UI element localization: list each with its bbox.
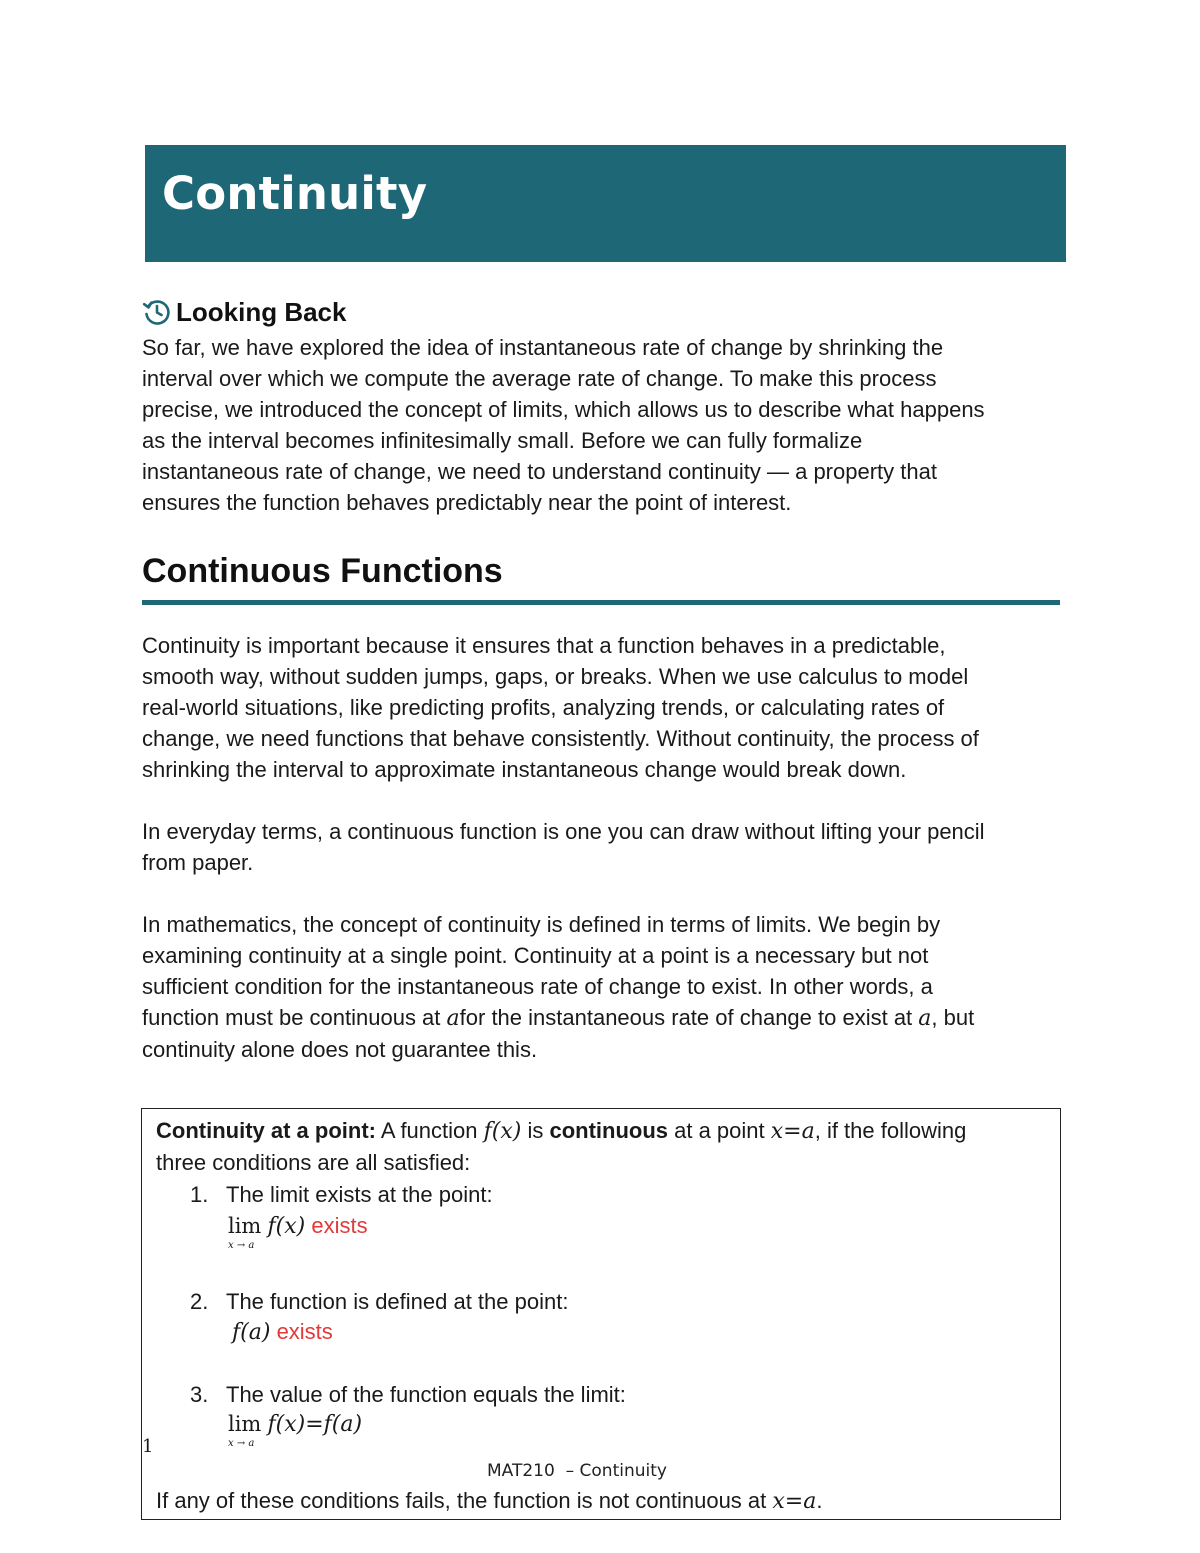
math-expression: x=a [770, 1119, 815, 1144]
exists-note: exists [276, 1319, 333, 1344]
text-line: Continuity is important because it ensures that a function behaves in a predictable, [142, 633, 946, 658]
definition-statement: Continuity at a point: A function f(x) is continuous at a point x=a, if the following [156, 1118, 967, 1144]
math-variable: a [918, 1006, 932, 1031]
text-line: smooth way, without sudden jumps, gaps, or breaks. When we use calculus to model [142, 664, 969, 689]
page-title: Continuity [162, 167, 428, 220]
everyday-terms-paragraph [142, 816, 1062, 878]
page-footer: MAT210 – Continuity [487, 1461, 667, 1481]
definition-box [141, 1108, 1061, 1520]
text-line: examining continuity at a single point. Continuity at a point is a necessary but not [142, 943, 929, 968]
limit-expression-3: lim x → a f(x)=f(a) [228, 1412, 363, 1449]
condition-2: 2. The function is defined at the point: [190, 1289, 569, 1314]
text-line: ensures the function behaves predictably near the point of interest. [142, 490, 792, 515]
text-line: interval over which we compute the average rate of change. To make this process [142, 366, 937, 391]
text-line: as the interval becomes infinitesimally small. Before we can fully formalize [142, 428, 863, 453]
exists-note: exists [311, 1213, 368, 1238]
looking-back-header [142, 294, 346, 330]
page-number: 1 [142, 1436, 154, 1457]
function-value-expression: f(a) exists [232, 1319, 333, 1345]
text-line: In mathematics, the concept of continuity is defined in terms of limits. We begin by [142, 912, 941, 937]
definition-line-2: three conditions are all satisfied: [156, 1150, 471, 1175]
looking-back-paragraph [142, 332, 1062, 518]
bold-term: continuous [549, 1118, 668, 1143]
text-line: real-world situations, like predicting profits, analyzing trends, or calculating rates of [142, 695, 945, 720]
history-clock-icon [142, 297, 172, 327]
math-expression: f(x) [483, 1119, 522, 1144]
text-line: from paper. [142, 850, 254, 875]
text-line: function must be continuous at afor the instantaneous rate of change to exist at a, but [142, 1005, 975, 1031]
condition-3: 3. The value of the function equals the limit: [190, 1382, 626, 1407]
text-line: sufficient condition for the instantaneous rate of change to exist. In other words, a [142, 974, 933, 999]
math-expression: x=a [772, 1489, 817, 1514]
definition-label: Continuity at a point: [156, 1118, 376, 1143]
title-banner [145, 145, 1066, 262]
mathematics-paragraph [142, 909, 1062, 1065]
continuity-importance-paragraph [142, 630, 1062, 785]
text-line: change, we need functions that behave consistently. Without continuity, the process of [142, 726, 979, 751]
text-line: shrinking the interval to approximate instantaneous change would break down. [142, 757, 907, 782]
text-line: So far, we have explored the idea of instantaneous rate of change by shrinking the [142, 335, 944, 360]
condition-1: 1. The limit exists at the point: [190, 1182, 493, 1207]
looking-back-title: Looking Back [176, 296, 347, 327]
section-divider [142, 600, 1060, 605]
math-variable: a [446, 1006, 460, 1031]
section-title: Continuous Functions [142, 552, 503, 590]
limit-expression-1: lim x → a f(x) exists [228, 1213, 368, 1251]
definition-closing: If any of these conditions fails, the function is not continuous at x=a. [156, 1488, 823, 1514]
text-line: continuity alone does not guarantee this. [142, 1037, 538, 1062]
text-line: instantaneous rate of change, we need to understand continuity — a property that [142, 459, 937, 484]
text-line: precise, we introduced the concept of limits, which allows us to describe what happens [142, 397, 985, 422]
text-line: In everyday terms, a continuous function is one you can draw without lifting your pencil [142, 819, 985, 844]
